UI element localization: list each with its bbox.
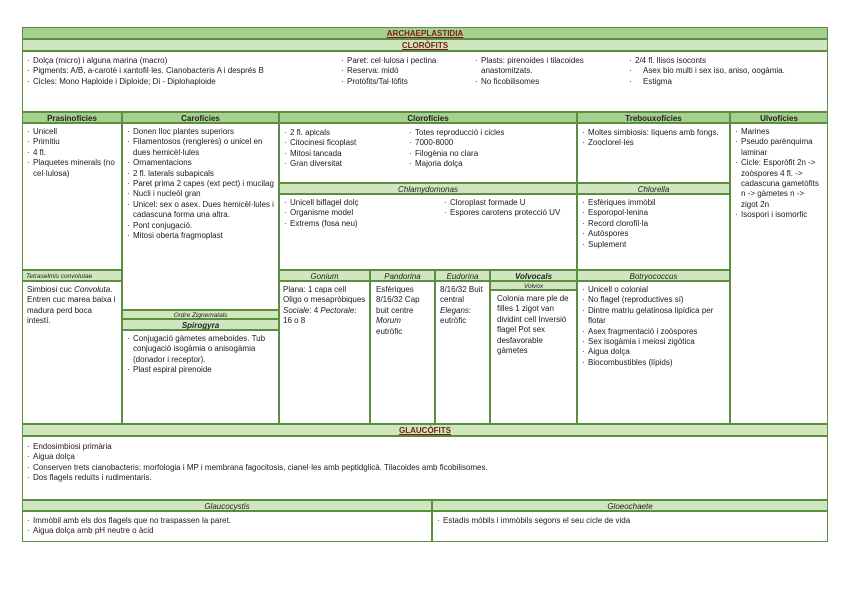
volvocals-header: Volvocals	[490, 270, 577, 281]
eudorina-text-2: : eutròfic	[440, 305, 472, 326]
gonium-text-2: : 4	[309, 305, 321, 315]
tetraselmis-text-1: Simbiosi cuc	[27, 285, 75, 294]
list-item: · Esporopol·lenina	[582, 208, 728, 218]
list-item: · Paret: cel·lulosa i pectina	[341, 56, 481, 66]
list-item: · 4 fl.	[27, 148, 119, 158]
spirogyra-box	[122, 330, 279, 424]
page-title: ARCHAEPLASTIDIA	[22, 27, 828, 39]
list-item: · Citocinesi ficoplast	[284, 138, 424, 148]
list-item: · Endosimbiosi primària	[27, 442, 823, 452]
glaucocystis-header: Glaucocystis	[22, 500, 432, 511]
list-item: · Moltes simbiosis: líquens amb fongs.	[582, 128, 728, 138]
list-item: · Estigma	[629, 77, 825, 87]
list-item: · No ficobilisomes	[475, 77, 625, 87]
caro-box	[122, 123, 279, 310]
list-item: · Plast espiral pirenoide	[127, 365, 277, 375]
cloro-general	[22, 51, 828, 112]
spirogyra-header: Spirogyra	[122, 319, 279, 330]
ulvo-box	[730, 123, 828, 424]
gonium-header: Gonium	[279, 270, 370, 281]
pandorina-box	[370, 281, 435, 424]
glauco-title: GLAUCÒFITS	[22, 424, 828, 436]
tetraselmis-text-2: . Entren cuc marea baixa i madura perd boca intestí.	[27, 285, 116, 326]
list-item: · Reserva: midó	[341, 66, 481, 76]
trebo-box	[577, 123, 730, 183]
eudorina-header: Eudorina	[435, 270, 490, 281]
chlorella-header: Chlorella	[577, 183, 730, 194]
list-item: · Pseudo parènquima laminar	[735, 137, 823, 158]
list-item: · Record clorofil·la	[582, 219, 728, 229]
list-item: · Sex isogàmia i meiosi zigòtica	[582, 337, 728, 347]
cloro-col3	[475, 56, 625, 87]
list-item: · Cicle: Esporòfit 2n -> zoòspores 4 fl. -> cadascuna gametòfits n -> gàmetes n -> zigot 2n	[735, 158, 823, 210]
list-item: · Plasts: pirenoides i tilacoides anastomitzats.	[475, 56, 625, 77]
list-item: · Esfèriques immòbil	[582, 198, 728, 208]
chlamy-box	[279, 194, 577, 270]
list-item: · Donen lloc plantes superiors	[127, 127, 277, 137]
list-item: · 2 fl. laterals subapicals	[127, 169, 277, 179]
botryo-header: Botryococcus	[577, 270, 730, 281]
list-item: · Nucli i nucleòl gran	[127, 189, 277, 199]
gonium-text-3: : 16 o 8	[283, 305, 357, 326]
list-item: · Espores carotens protecció UV	[444, 208, 574, 218]
list-item: · Dos flagels reduïts i rudimentaris.	[27, 473, 823, 483]
list-item: · Suplement	[582, 240, 728, 250]
list-item: · Dolça (micro) i alguna marina (macro)	[27, 56, 347, 66]
list-item: · Isospori i isomorfic	[735, 210, 823, 220]
list-item: · Filamentosos (rengleres) o unicel en dues hemicèl·lules	[127, 137, 277, 158]
ulvo-header: Ulvofícies	[730, 112, 828, 123]
cloro-title: CLORÒFITS	[22, 39, 828, 51]
list-item: · Protòfits/Tal·lòfits	[341, 77, 481, 87]
chlorella-box	[577, 194, 730, 270]
cloro-col1	[27, 56, 347, 87]
list-item: · Unicell biflagel dolç	[284, 198, 434, 208]
list-item: · Cloroplast formade U	[444, 198, 574, 208]
tetraselmis-header: Tetraselmis convolutae	[22, 270, 122, 281]
cloro-col4	[629, 56, 825, 87]
pandorina-species: Morum	[376, 316, 401, 326]
list-item: · Cicles: Mono Haploide i Diploide; Di - Diplohaploide	[27, 77, 347, 87]
eudorina-box	[435, 281, 490, 424]
caro-header: Carofícies	[122, 112, 279, 123]
list-item: · Dintre matriu gelatinosa lipídica per flotar	[582, 306, 728, 327]
tetraselmis-box	[22, 281, 122, 424]
list-item: · Conserven trets cianobacteris: morfologia i MP i membrana fagocitosis, cianel·les amb peptidglicà. Tilacoides amb ficobilisomes.	[27, 463, 823, 473]
list-item: · Biocombustibles (lípids)	[582, 358, 728, 368]
list-item: · Aigua dolça	[582, 347, 728, 357]
glauco-box	[22, 436, 828, 500]
list-item: · No flagel (reproductives sí)	[582, 295, 728, 305]
list-item: · Primitiu	[27, 137, 119, 147]
list-item: · Immòbil amb els dos flagels que no traspassen la paret.	[27, 516, 427, 526]
list-item: · 2 fl. apicals	[284, 128, 424, 138]
list-item: · Aigua dolça	[27, 452, 823, 462]
list-item: · Majoria dolça	[409, 159, 569, 169]
prasino-box	[22, 123, 122, 270]
cloroficies-box	[279, 123, 577, 183]
list-item: · 7000-8000	[409, 138, 569, 148]
gonium-species-2: Pectorale	[320, 305, 355, 315]
zignematals-header: Ordre Zignematals	[122, 310, 279, 319]
eudorina-species: Elegans	[440, 305, 469, 315]
cloro-col2	[341, 56, 481, 87]
list-item: · Marines	[735, 127, 823, 137]
list-item: · Mitosi tancada	[284, 149, 424, 159]
list-item: · Pont conjugació.	[127, 221, 277, 231]
trebo-header: Trebouxofícies	[577, 112, 730, 123]
list-item: · Mitosi oberta fragmoplast	[127, 231, 277, 241]
pandorina-header: Pandorina	[370, 270, 435, 281]
list-item: · Unicel: sex o asex. Dues hemicèl·lules i cadascuna forma una altra.	[127, 200, 277, 221]
list-item: · Plaquetes minerals (no cel·lulosa)	[27, 158, 119, 179]
eudorina-text-1: 8/16/32 Buit central	[440, 285, 483, 305]
tetraselmis-species: Convoluta	[74, 285, 111, 294]
list-item: · Aigua dolça amb pH neutre o àcid	[27, 526, 427, 536]
pandorina-text-2: eutròfic	[376, 326, 403, 336]
list-item: · Gran diversitat	[284, 159, 424, 169]
list-item: · Conjugació gàmetes ameboides. Tub conjugació isogàmia o anisogàmia (donador i receptor).	[127, 334, 277, 365]
gonium-text-1: Plana: 1 capa cell Oligo o mesapròbiques	[283, 285, 366, 305]
list-item: · 2/4 fl. llisos isoconts	[629, 56, 825, 66]
volvox-header: Volvox	[490, 281, 577, 290]
list-item: · Ornamentacions	[127, 158, 277, 168]
pandorina-text-1: Esfèriques 8/16/32 Cap buit centre	[376, 285, 420, 315]
list-item: · Zooclorel·les	[582, 138, 728, 148]
list-item: · Unicell	[27, 127, 119, 137]
gonium-species-1: Sociale	[283, 305, 310, 315]
gloeochaete-header: Gloeochaete	[432, 500, 828, 511]
volvocals-box: Colonia mare ple de filles 1 zigot van dividint cell Inversió flagel Pot sex desfavorable gàmetes	[490, 290, 577, 424]
botryo-box	[577, 281, 730, 424]
list-item: · Extrems (fosa neu)	[284, 219, 434, 229]
glaucocystis-box	[22, 511, 432, 542]
list-item: · Unicell o colonial	[582, 285, 728, 295]
list-item: · Paret prima 2 capes (ext pect) i mucilag	[127, 179, 277, 189]
list-item: · Autòspores	[582, 229, 728, 239]
list-item: · Totes reproducció i cicles	[409, 128, 569, 138]
list-item: · Asex bio multi i sex iso, aniso, oogàmia.	[629, 66, 825, 76]
list-item: · Pigments: A/B, a-carotè i xantofil·les. Cianobacteris A i després B	[27, 66, 347, 76]
prasino-header: Prasinofícies	[22, 112, 122, 123]
chlamy-header: Chlamydomonas	[279, 183, 577, 194]
gloeochaete-box	[432, 511, 828, 542]
list-item: · Filogènia no clara	[409, 149, 569, 159]
list-item: · Asex fragmentació i zoòspores	[582, 327, 728, 337]
gonium-box	[279, 281, 370, 424]
list-item: · Estadis mòbils i immòbils segons el seu cicle de vida	[437, 516, 825, 526]
list-item: · Organisme model	[284, 208, 434, 218]
cloro-header: Clorofícies	[279, 112, 577, 123]
